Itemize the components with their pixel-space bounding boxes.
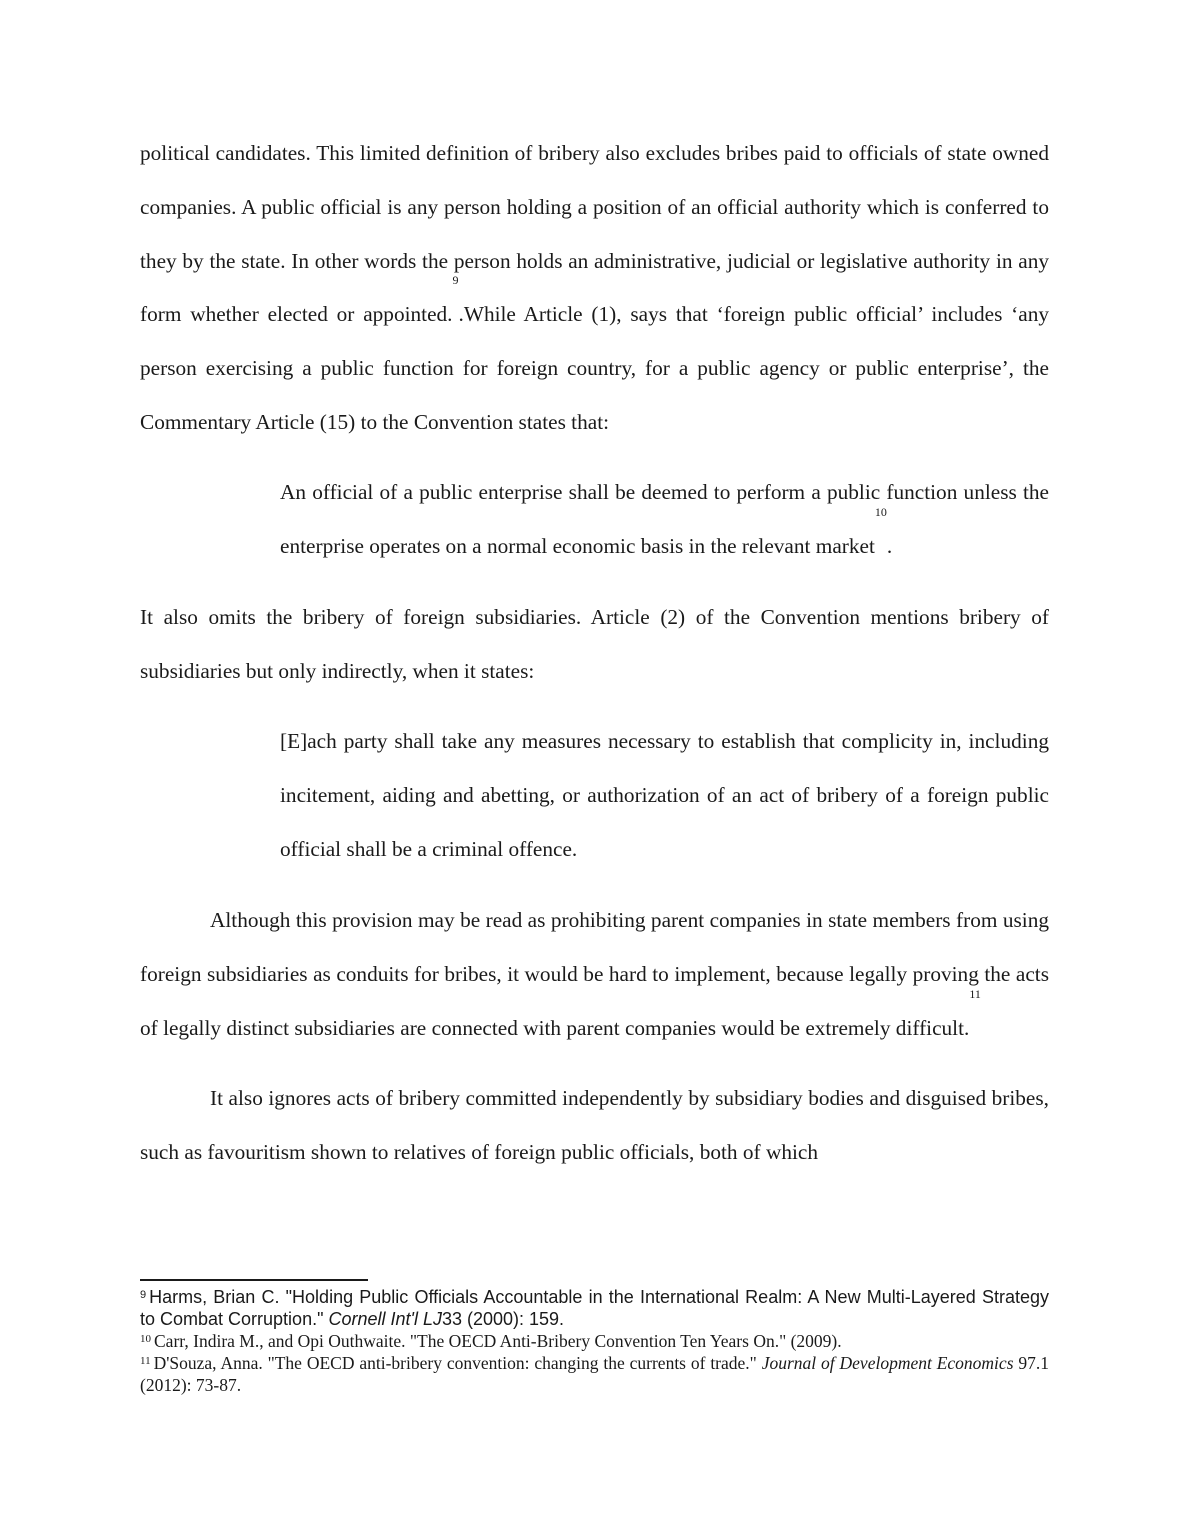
block-quote-1-end: . (886, 533, 893, 558)
footnote-11-number: 11 (140, 1355, 151, 1367)
footnote-10 (140, 1330, 1049, 1352)
footnote-11-journal: Journal of Development Economics (761, 1353, 1014, 1373)
paragraph-3 (140, 894, 1049, 1055)
footnote-9-text: Harms, Brian C. "Holding Public Officials Accountable in the International Realm: A New Multi-Layered Strategy to Combat Corruption." (140, 1287, 1049, 1329)
footnote-ref-9: 9 (452, 273, 459, 288)
footnote-11 (140, 1352, 1049, 1396)
paragraph-1-text: political candidates. This limited definition of bribery also excludes bribes paid to officials of state owned companies. A public official is any person holding a position of an official authority which is conferred to they by the state. In other words the person holds an administrative, judicial or legislative authority in any form whether elected or appointed. (140, 141, 1049, 327)
footnote-11-text: D'Souza, Anna. "The OECD anti-bribery convention: changing the currents of trade." (153, 1353, 762, 1373)
footnote-9 (140, 1286, 1049, 1330)
block-quote-2 (280, 715, 1049, 876)
footnotes (140, 1286, 1049, 1396)
block-quote-1-text: An official of a public enterprise shall be deemed to perform a public function unless the enterprise operates on a normal economic basis in the relevant market (280, 479, 1049, 558)
block-quote-1 (280, 466, 1049, 574)
paragraph-2-text: It also omits the bribery of foreign subsidiaries. Article (2) of the Convention mentions bribery of subsidiaries but only indirectly, when it states: (140, 605, 1049, 684)
paragraph-4 (140, 1072, 1049, 1180)
footnote-ref-10: 10 (874, 504, 887, 519)
block-quote-2-text: [E]ach party shall take any measures necessary to establish that complicity in, including incitement, aiding and abetting, or authorization of an act of bribery of a foreign public official shall be a criminal offence. (280, 728, 1049, 861)
footnote-separator (140, 1279, 368, 1281)
body-text (140, 127, 1049, 1179)
footnote-9-journal: Cornell Int'l LJ (328, 1309, 442, 1329)
footnote-10-number: 10 (140, 1333, 151, 1345)
footnote-9-number: 9 (140, 1289, 147, 1301)
footnote-10-text: Carr, Indira M., and Opi Outhwaite. "The OECD Anti-Bribery Convention Ten Years On." (2009). (154, 1331, 842, 1351)
paragraph-1 (140, 127, 1049, 450)
paragraph-1-text-cont: .While Article (1), says that ‘foreign public official’ includes ‘any person exercising a public function for foreign country, for a public agency or public enterprise’, the Commentary Article (15) to the Convention states that: (140, 302, 1049, 434)
paragraph-4-text: It also ignores acts of bribery committed independently by subsidiary bodies and disguised bribes, such as favouritism shown to relatives of foreign public officials, both of which (140, 1085, 1049, 1164)
paragraph-3-text: Although this provision may be read as prohibiting parent companies in state members from using foreign subsidiaries as conduits for bribes, it would be hard to implement, because legally proving the acts of legally distinct subsidiaries are connected with parent companies would be extremely difficult. (140, 908, 1049, 1040)
footnote-ref-11: 11 (969, 986, 981, 1001)
footnote-9-citation: 33 (2000): 159. (441, 1309, 565, 1329)
paragraph-2 (140, 591, 1049, 699)
footnote-11-citation: 97.1 (2012): 73-87. (140, 1353, 1050, 1395)
